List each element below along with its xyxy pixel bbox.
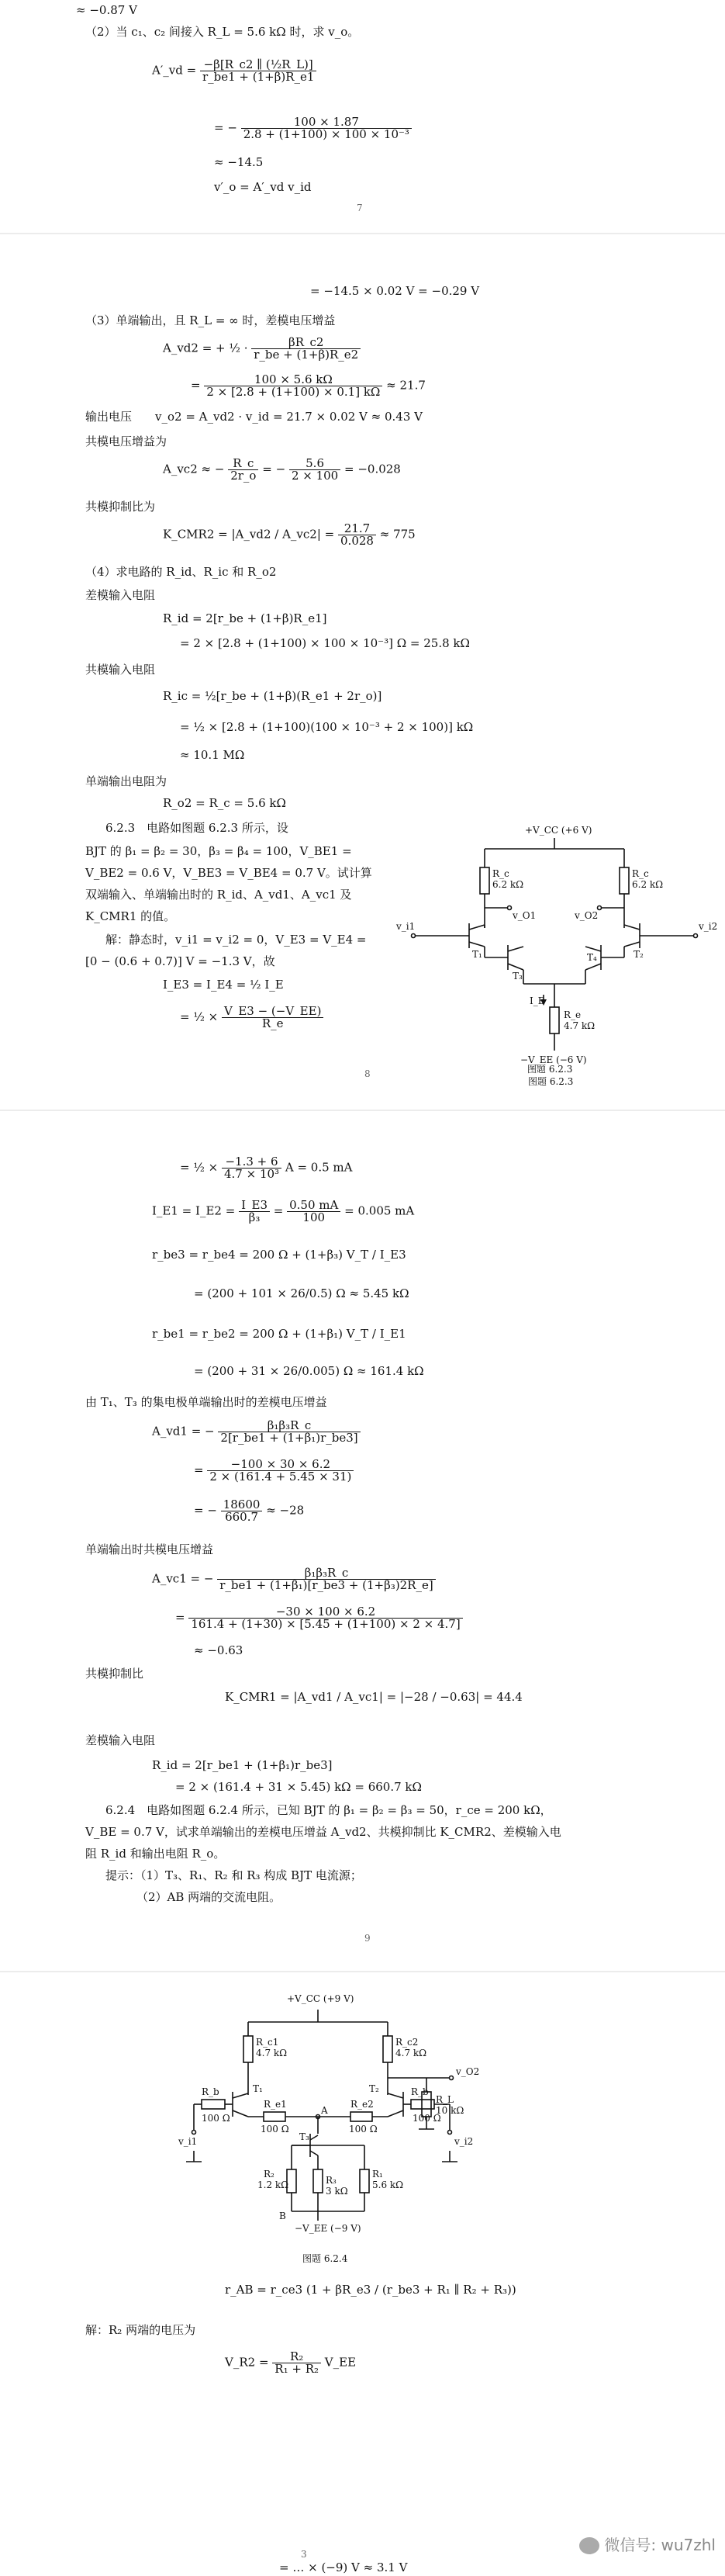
equation-line: = $\frac{-30 \times 100 \times 6.2}{161.4 + (1+30) \times [5.45 + (1+100) \times 2 \times 4.7]}$ [175, 1606, 463, 1630]
question-line: （2）当 c₁、c₂ 间接入 R_L = 5.6 kΩ 时，求 v_o。 [85, 25, 360, 39]
re2-label: R_e2 [350, 2099, 374, 2110]
equation-line: R_id = 2[r_be + (1+β)R_e1] [163, 611, 327, 625]
text-line: 输出电压 v_o2 = A_vd2 · v_id = 21.7 × 0.02 V ≈ 0.43 V [85, 410, 423, 424]
equation-line: = (200 + 101 × 26/0.5) Ω ≈ 5.45 kΩ [194, 1286, 409, 1300]
rc2-label: R_c2 [395, 2037, 419, 2048]
equation-line: A_vd2 = + ½ · $\frac{\beta R\_c2}{r\_be + (1+\beta)R\_e2}$ [163, 337, 361, 361]
page-number: 8 [364, 1068, 371, 1079]
rc1-label: R_c1 [256, 2037, 279, 2048]
rl-value: 10 kΩ [436, 2105, 464, 2116]
vcc-label: +V_CC (+9 V) [287, 1993, 354, 2004]
equation-line: = ½ × $\frac{-1.3 + 6}{\text{4.7 × 10³}}$ A = 0.5 mA [180, 1155, 353, 1181]
equation-line: K_CMR1 = |A_vd1 / A_vc1| = |−28 / −0.63| = 44.4 [225, 1690, 523, 1704]
r1-value: 5.6 kΩ [372, 2180, 404, 2190]
equation-line: A_vc2 ≈ − $\frac{R\_c}{2r\_o}$ = − $\frac{5.6}{2 \times 100}$ = −0.028 [163, 456, 401, 483]
equation-line: R_id = 2[r_be1 + (1+β₁)r_be3] [152, 1758, 333, 1772]
re2-value: 100 Ω [349, 2124, 378, 2135]
page-separator [0, 233, 725, 234]
rc-right-value: 6.2 kΩ [632, 879, 664, 890]
vee-label: −V_EE (−9 V) [295, 2223, 361, 2234]
equation-line: r_be3 = r_be4 = 200 Ω + (1+β₃) V_T / I_E3 [152, 1248, 406, 1262]
text-line: 差模输入电阻 [85, 1733, 156, 1747]
r1-label: R₁ [372, 2169, 383, 2180]
page-separator [0, 1971, 725, 1972]
vi2-label: v_i2 [454, 2136, 474, 2147]
equation-line: R_o2 = R_c = 5.6 kΩ [163, 796, 286, 810]
equation-line: ≈ −14.5 [214, 155, 264, 169]
node-a-label: A [321, 2105, 328, 2116]
figure-caption: 图题 6.2.3 [527, 1064, 573, 1075]
text-line: V_BE2 = 0.6 V，V_BE3 = V_BE4 = 0.7 V。试计算 [85, 866, 372, 880]
equation-line: = − $\frac{100 \times 1.87}{\text{2.8 + (1+100) × 100 × 10⁻³}}$ [214, 116, 412, 140]
page-separator [0, 1110, 725, 1111]
text-line: 差模输入电阻 [85, 588, 156, 602]
equation-line: = ½ × $\frac{V\_E3 - (-V\_EE)}{R\_e}$ [180, 1006, 323, 1030]
text-line: 共模输入电阻 [85, 663, 156, 677]
rb1-value: 100 Ω [202, 2113, 230, 2124]
vcc-label: +V_CC (+6 V) [525, 825, 592, 836]
equation-line: = − $\frac{18600}{660.7}$ ≈ −28 [194, 1497, 305, 1524]
vi2-label: v_i2 [699, 921, 718, 932]
re1-label: R_e1 [264, 2099, 287, 2110]
vo2-label: v_O2 [575, 910, 599, 921]
t2-label: T₂ [634, 949, 644, 960]
equation-line: = ½ × [2.8 + (1+100)(100 × 10⁻³ + 2 × 100)] kΩ [180, 720, 474, 734]
t3-label: T₃ [513, 971, 523, 982]
vo2-label: v_O2 [456, 2066, 480, 2077]
page-number: 3 [301, 2549, 307, 2560]
t3-label: T₃ [299, 2131, 309, 2142]
page-number: 7 [357, 203, 363, 213]
page-number: 9 [364, 1933, 371, 1944]
text-line: ≈ −0.87 V [76, 3, 137, 17]
wechat-icon [579, 2537, 599, 2554]
equation-line: A_vd1 = − $\frac{\text{β₁β₃R\_c}}{\text{2[r\_be1 + (1+β₁)r\_be3]}}$ [152, 1420, 361, 1444]
text-line: 共模抑制比为 [85, 500, 156, 514]
re1-value: 100 Ω [261, 2124, 289, 2135]
solution-line: 解：静态时，v_i1 = v_i2 = 0，V_E3 = V_E4 = [105, 933, 367, 947]
rb2-label: R_b [411, 2086, 429, 2097]
watermark: 微信号: wu7zhl [579, 2537, 716, 2555]
text-line: （3）单端输出，且 R_L = ∞ 时，差模电压增益 [85, 313, 336, 327]
figure-caption: 图题 6.2.4 [302, 2253, 348, 2264]
text-line: 单端输出时共模电压增益 [85, 1542, 214, 1556]
t1-label: T₁ [472, 949, 482, 960]
figure-caption: 图题 6.2.3 [528, 1076, 574, 1087]
t2-label: T₂ [369, 2083, 379, 2094]
equation-line: K_CMR2 = |A_vd2 / A_vc2| = $\frac{21.7}{0.028}$ ≈ 775 [163, 521, 416, 548]
text-line: 共模电压增益为 [85, 435, 167, 448]
node-b-label: B [279, 2211, 286, 2221]
equation-line: r_be1 = r_be2 = 200 Ω + (1+β₁) V_T / I_E1 [152, 1327, 406, 1341]
equation-line: = 2 × (161.4 + 31 × 5.45) kΩ = 660.7 kΩ [175, 1780, 422, 1794]
vi1-label: v_i1 [396, 921, 416, 932]
text-line: BJT 的 β₁ = β₂ = 30，β₃ = β₄ = 100，V_BE1 = [85, 844, 352, 858]
equation-line: r_AB = r_ce3 (1 + βR_e3 / (r_be3 + R₁ ∥ R₂ + R₃)) [225, 2283, 516, 2297]
t1-label: T₁ [253, 2083, 263, 2094]
t4-label: T₄ [587, 952, 597, 963]
rc1-value: 4.7 kΩ [256, 2048, 288, 2058]
rc-left-label: R_c [492, 868, 509, 879]
vi1-label: v_i1 [178, 2136, 198, 2147]
circuit-diagram-6-2-4 [155, 1986, 558, 2235]
rc-right-label: R_c [632, 868, 649, 879]
equation-line: I_E1 = I_E2 = $\frac{I\_E3}{\text{β₃}}$ = $\frac{0.50 mA}{100}$ = 0.005 mA [152, 1198, 415, 1224]
rb2-value: 100 Ω [413, 2113, 441, 2124]
vee-label: −V_EE (−6 V) [520, 1054, 587, 1065]
circuit-diagram-6-2-3 [392, 821, 725, 1087]
hint-line: （2）AB 两端的交流电阻。 [136, 1890, 281, 1904]
r2-label: R₂ [264, 2169, 274, 2180]
r2-value: 1.2 kΩ [257, 2180, 289, 2190]
equation-line: A_vc1 = − $\frac{\text{β₁β₃R\_c}}{\text{r\_be1 + (1+β₁)[r\_be3 + (1+β₃)2R\_e]}}$ [152, 1567, 436, 1591]
problem-heading: 6.2.4 电路如图题 6.2.4 所示，已知 BJT 的 β₁ = β₂ = β₃ = 50，r_ce = 200 kΩ， [105, 1803, 552, 1817]
r3-label: R₃ [326, 2175, 337, 2186]
solution-line: 解：R₂ 两端的电压为 [85, 2323, 196, 2337]
equation-line: = −14.5 × 0.02 V = −0.29 V [310, 284, 480, 298]
text-line: [0 − (0.6 + 0.7)] V = −1.3 V，故 [85, 954, 275, 968]
equation-line: = (200 + 31 × 26/0.005) Ω ≈ 161.4 kΩ [194, 1364, 424, 1378]
equation-line: v′_o = A′_vd v_id [214, 180, 312, 194]
ie-label: I_E [530, 995, 545, 1006]
text-line: 阻 R_id 和输出电阻 R_o。 [85, 1847, 226, 1861]
text-line: （4）求电路的 R_id、R_ic 和 R_o2 [85, 565, 277, 579]
hint-line: 提示：（1）T₃、R₁、R₂ 和 R₃ 构成 BJT 电流源； [105, 1868, 362, 1882]
equation-line: = 2 × [2.8 + (1+100) × 100 × 10⁻³] Ω = 25.8 kΩ [180, 636, 470, 650]
text-line: 双端输入、单端输出时的 R_id、A_vd1、A_vc1 及 [85, 888, 352, 902]
equation-line: V_R2 = $\frac{\text{R₂}}{\text{R₁ + R₂}}$ V_EE [225, 2349, 357, 2376]
vo1-label: v_O1 [513, 910, 537, 921]
rl-label: R_L [436, 2094, 454, 2105]
equation-line: I_E3 = I_E4 = ½ I_E [163, 978, 284, 992]
r3-value: 3 kΩ [326, 2186, 348, 2197]
equation-line: R_ic = ½[r_be + (1+β)(R_e1 + 2r_o)] [163, 689, 382, 703]
equation-line: ≈ 10.1 MΩ [180, 748, 245, 762]
text-line: V_BE = 0.7 V，试求单端输出的差模电压增益 A_vd2、共模抑制比 K_CMR2、差模输入电 [85, 1825, 561, 1839]
text-line: 由 T₁、T₃ 的集电极单端输出时的差模电压增益 [85, 1395, 327, 1409]
problem-heading: 6.2.3 电路如图题 6.2.3 所示，设 [105, 821, 288, 835]
equation-line: A′_vd = $\frac{\text{−β[R\_c2 ∥ (½R\_L)]}}{r\_be1 + (1+\beta)R\_e1}$ [152, 59, 316, 83]
rc2-value: 4.7 kΩ [395, 2048, 427, 2058]
text-line: 单端输出电阻为 [85, 774, 167, 788]
equation-line: = … × (−9) V ≈ 3.1 V [279, 2560, 408, 2574]
equation-line: = $\frac{-100 \times 30 \times 6.2}{2 \times (161.4 + 5.45 \times 31)}$ [194, 1459, 354, 1483]
equation-line: ≈ −0.63 [194, 1643, 243, 1657]
text-line: K_CMR1 的值。 [85, 909, 176, 923]
equation-line: = $\frac{100 \times 5.6 k\Omega}{2 \times [2.8 + (1+100) \times 0.1] k\Omega}$ ≈ 21.7 [191, 372, 426, 399]
text-line: 共模抑制比 [85, 1667, 144, 1681]
rc-left-value: 6.2 kΩ [492, 879, 524, 890]
re-label: R_e [564, 1009, 582, 1020]
re-value: 4.7 kΩ [564, 1020, 596, 1031]
rb1-label: R_b [202, 2086, 219, 2097]
